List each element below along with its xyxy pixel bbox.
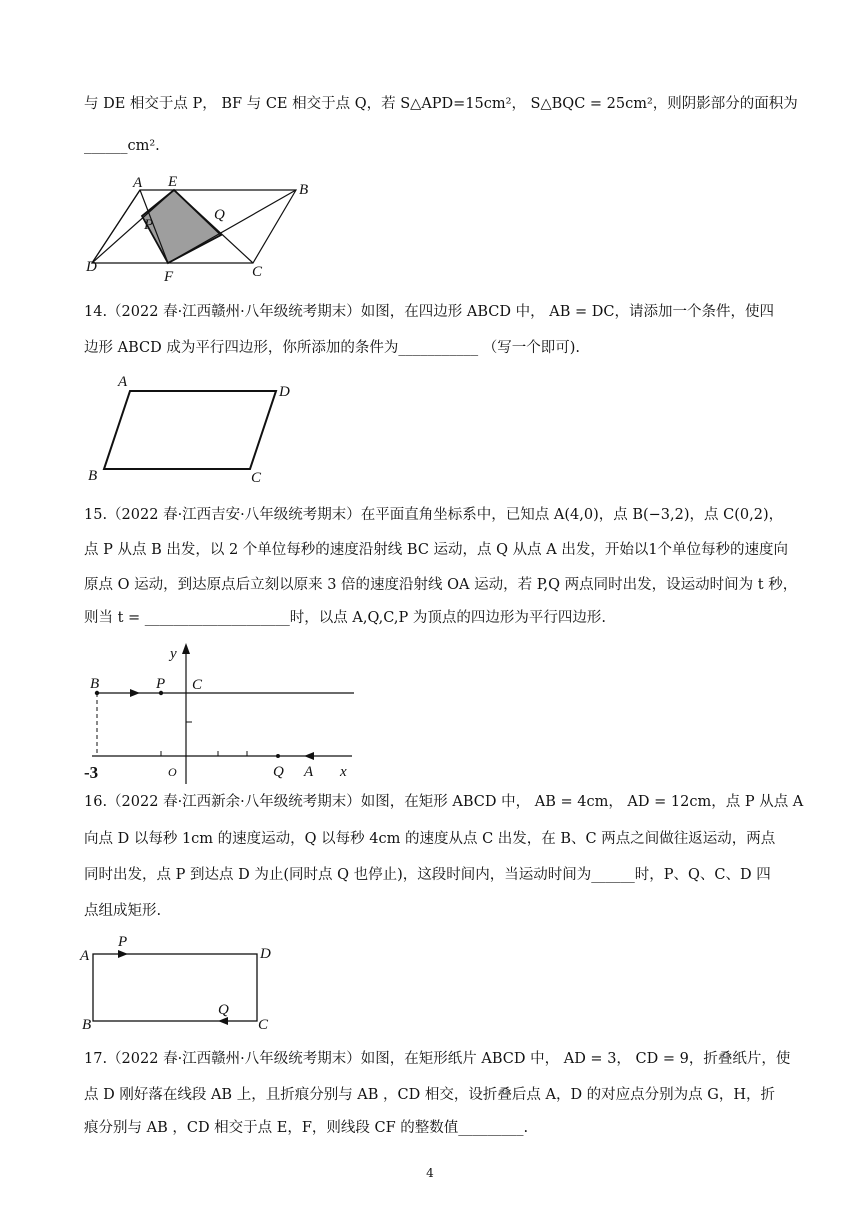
q15-y-arrowhead xyxy=(182,643,190,654)
q13-label-F: F xyxy=(164,269,174,284)
q16-label-A: A xyxy=(80,948,90,964)
q15-label-x: x xyxy=(340,764,347,780)
q15-text-line-4: 则当 t = ____________________时，以点 A,Q,C,P 为顶点的四边形为平行四边形. xyxy=(84,610,606,626)
q16-label-B: B xyxy=(82,1017,92,1032)
q15-label-neg3: -3 xyxy=(84,763,99,782)
q15-coordinate-figure xyxy=(80,640,370,790)
q15-text-line-3: 原点 O 运动，到达原点后立刻以原来 3 倍的速度沿射线 OA 运动，若 P,Q 两点同时出发，设运动时间为 t 秒， xyxy=(84,577,798,593)
q16-arrow-Q xyxy=(218,1017,228,1025)
q14-label-A: A xyxy=(118,374,128,390)
q16-text-line-3: 同时出发，点 P 到达点 D 为止(同时点 Q 也停止)，这段时间内，当运动时间为______时，P、Q、C、D 四 xyxy=(84,867,771,883)
q15-text-line-1: 15.（2022 春·江西吉安·八年级统考期末）在平面直角坐标系中，已知点 A(4,0)，点 B(−3,2)，点 C(0,2)， xyxy=(84,507,784,523)
q16-label-P: P xyxy=(118,934,128,950)
q14-label-C: C xyxy=(251,470,262,484)
q17-text-line-2: 点 D 刚好落在线段 AB 上，且折痕分别与 AB ，CD 相交，设折叠后点 A，D 的对应点分别为点 G，H，折 xyxy=(84,1087,776,1103)
q16-text-line-2: 向点 D 以每秒 1cm 的速度运动，Q 以每秒 4cm 的速度从点 C 出发，在 B、C 两点之间做往返运动，两点 xyxy=(84,831,776,847)
q16-text-line-1: 16.（2022 春·江西新余·八年级统考期末）如图，在矩形 ABCD 中， AB = 4cm， AD = 12cm，点 P 从点 A xyxy=(84,794,804,810)
q14-quadrilateral xyxy=(104,391,276,469)
q13-label-B: B xyxy=(299,182,309,198)
q15-arrow-right xyxy=(130,689,140,697)
q13-label-Q: Q xyxy=(214,207,225,223)
q13-label-C: C xyxy=(252,264,263,280)
q16-label-C: C xyxy=(258,1017,269,1032)
q17-text-line-3: 痕分别与 AB ，CD 相交于点 E，F，则线段 CF 的整数值_________. xyxy=(84,1120,529,1136)
q14-label-D: D xyxy=(279,384,290,400)
q14-label-B: B xyxy=(88,468,98,484)
q16-arrow-P xyxy=(118,950,128,958)
q16-label-Q: Q xyxy=(218,1002,229,1018)
q14-quadrilateral-figure xyxy=(80,374,310,484)
q15-label-Q: Q xyxy=(273,764,284,780)
q13-label-D: D xyxy=(86,259,97,275)
q13-label-P: P xyxy=(144,217,154,233)
q15-label-C: C xyxy=(192,677,203,693)
q13-text-line-2: ______cm². xyxy=(84,138,160,154)
q15-label-P: P xyxy=(156,676,166,692)
q15-label-B: B xyxy=(90,676,100,692)
page-number: 4 xyxy=(426,1166,434,1180)
q13-parallelogram-figure xyxy=(78,172,318,284)
q14-text-line-1: 14.（2022 春·江西赣州·八年级统考期末）如图，在四边形 ABCD 中， AB = DC，请添加一个条件，使四 xyxy=(84,304,774,320)
q15-label-A: A xyxy=(304,764,314,780)
q13-label-A: A xyxy=(133,175,143,191)
q13-label-E: E xyxy=(168,174,178,190)
q15-label-O: O xyxy=(168,765,177,779)
q16-text-line-4: 点组成矩形. xyxy=(84,903,162,919)
q16-rectangle-figure xyxy=(78,932,288,1032)
q13-text-line-1: 与 DE 相交于点 P， BF 与 CE 相交于点 Q，若 S△APD=15cm²， S△BQC = 25cm²，则阴影部分的面积为 xyxy=(84,96,798,112)
q15-label-y: y xyxy=(170,646,177,662)
q17-text-line-1: 17.（2022 春·江西赣州·八年级统考期末）如图，在矩形纸片 ABCD 中， AD = 3， CD = 9，折叠纸片，使 xyxy=(84,1051,791,1067)
q16-rectangle xyxy=(93,954,257,1021)
q14-text-line-2: 边形 ABCD 成为平行四边形，你所添加的条件为___________ （写一个即可). xyxy=(84,340,580,356)
q15-text-line-2: 点 P 从点 B 出发，以 2 个单位每秒的速度沿射线 BC 运动，点 Q 从点 A 出发，开始以1个单位每秒的速度向 xyxy=(84,542,789,558)
q16-label-D: D xyxy=(260,946,271,962)
